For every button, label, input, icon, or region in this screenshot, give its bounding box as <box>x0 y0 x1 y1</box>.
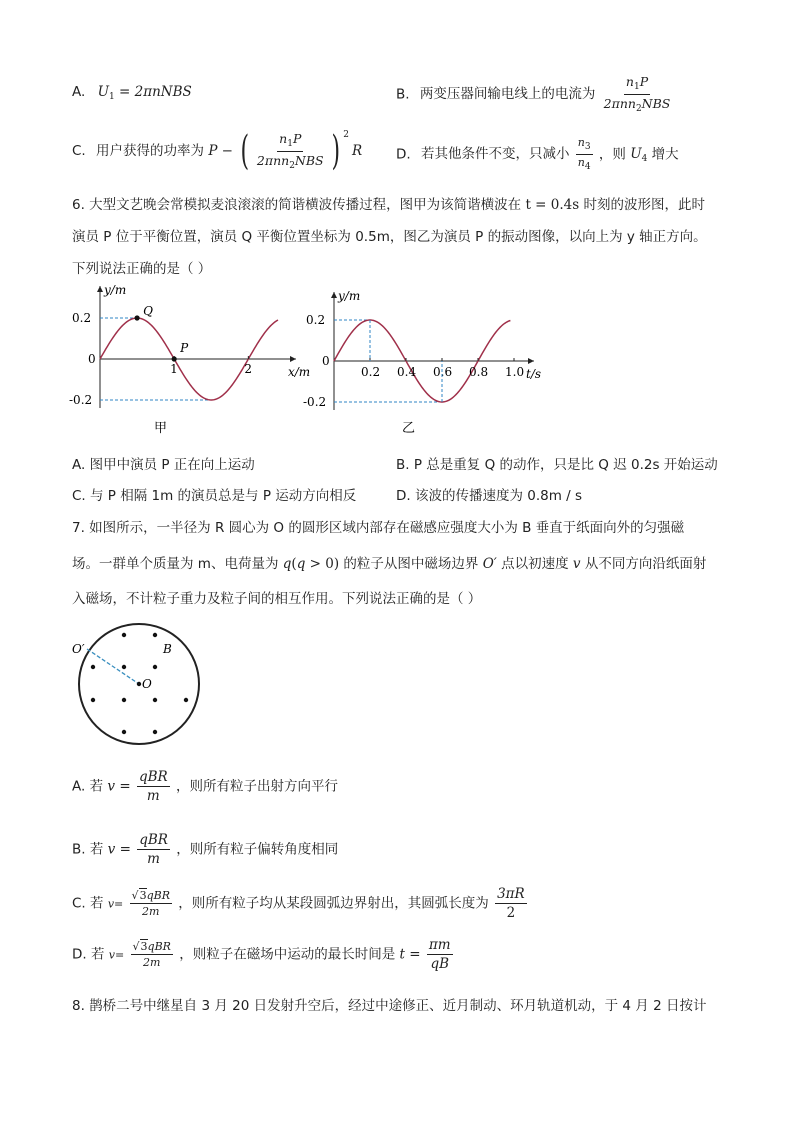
q7-option-a: A. 若 v = $\frac{\text{qBR}}{m}$ ，则所有粒子出射方向平行 <box>72 769 338 805</box>
x-tick-label: 0.2 <box>361 365 381 379</box>
q5-option-c: C. 用户获得的功率为 P − ( $\frac{n_1P}{2\pi nn_2NBS}$ ) $^2$R <box>72 128 363 174</box>
point-q <box>134 315 139 320</box>
x-tick-label: 2 <box>244 362 252 376</box>
caption-jia: 甲 <box>154 421 168 436</box>
q6-option-b: B. P 总是重复 Q 的动作，只是比 Q 迟 0.2s 开始运动 <box>396 457 718 473</box>
y-axis-label: y/m <box>104 283 127 297</box>
vibration-graph-yi <box>303 288 562 438</box>
label-o-prime: O′ <box>72 642 85 656</box>
q6-line1: 6. 大型文艺晚会常模拟麦浪滚滚的简谐横波传播过程，图甲为该简谐横波在 t = 0.4s 时刻的波形图，此时 <box>72 197 705 213</box>
q7-option-d: D. 若 v= $\frac{\text{√3qBR}}{2m}$ ，则粒子在磁场中运动的最长时间是 t = $\frac{\pi m}{qB}$ <box>72 937 451 973</box>
q6-option-d: D. 该波的传播速度为 0.8m / s <box>396 488 583 504</box>
wave-graph-jia <box>69 282 312 437</box>
q6-option-c: C. 与 P 相隔 1m 的演员总是与 P 运动方向相反 <box>72 488 357 504</box>
point-label-q: Q <box>143 304 153 318</box>
x-axis-label: t/s <box>526 367 542 381</box>
point-label-p: P <box>180 341 189 355</box>
q5-option-d: D. 若其他条件不变，只减小 $\frac{n_3}{n_4}$ ，则 $U_4$ 增大 <box>396 136 679 172</box>
q7-line3: 入磁场，不计粒子重力及粒子间的相互作用。下列说法正确的是（ ） <box>72 591 482 607</box>
x-tick-label: 1 <box>170 362 178 376</box>
q7-option-b: B. 若 v = $\frac{\text{qBR}}{m}$ ，则所有粒子偏转角度相同 <box>72 832 339 868</box>
y-axis-label: y/m <box>338 289 361 303</box>
caption-yi: 乙 <box>402 421 416 436</box>
magnetic-field-figure <box>68 622 208 750</box>
label-b: B <box>163 642 172 656</box>
y-tick-label: 0 <box>88 352 96 366</box>
q6-line3: 下列说法正确的是（ ） <box>72 261 212 277</box>
y-tick-label: -0.2 <box>69 393 93 407</box>
q5-option-b: B. 两变压器间输电线上的电流为 $\frac{n_1P}{2\pi nn_2NBS}$ <box>396 74 671 114</box>
x-tick-label: 1.0 <box>505 365 525 379</box>
q7-line2: 场。一群单个质量为 m、电荷量为 q(q > 0) 的粒子从图中磁场边界 O′ 点以初速度 v 从不同方向沿纸面射 <box>72 556 707 572</box>
label-o: O <box>142 677 152 691</box>
x-axis-arrow <box>290 356 296 362</box>
x-tick-label: 0.6 <box>433 365 453 379</box>
y-tick-label: -0.2 <box>303 395 327 409</box>
q7-line1: 7. 如图所示，一半径为 R 圆心为 O 的圆形区域内部存在磁感应强度大小为 B 垂直于纸面向外的匀强磁 <box>72 520 685 536</box>
point-p <box>172 356 177 361</box>
q5-option-a: A. $U_1$ = 2πnNBS <box>72 84 192 102</box>
q6-line2: 演员 P 位于平衡位置，演员 Q 平衡位置坐标为 0.5m，图乙为演员 P 的振动图像，以向上为 y 轴正方向。 <box>72 229 707 245</box>
x-axis-arrow <box>528 358 534 364</box>
y-axis-arrow <box>97 286 103 292</box>
y-tick-label: 0 <box>322 354 330 368</box>
field-dots <box>91 633 188 734</box>
x-axis-label: x/m <box>288 365 311 379</box>
q5-option-b-text: 两变压器间输电线上的电流为 <box>419 86 596 103</box>
y-tick-label: 0.2 <box>72 311 92 325</box>
q7-option-c: C. 若 v= $\frac{\text{√3qBR}}{2m}$ ，则所有粒子均从某段圆弧边界射出，其圆弧长度为 $\frac{3\pi R}{2}$ <box>72 886 525 922</box>
q5-option-c-text: 用户获得的功率为 <box>96 143 205 159</box>
x-tick-label: 0.4 <box>397 365 417 379</box>
q6-option-a: A. 图甲中演员 P 正在向上运动 <box>72 457 255 473</box>
x-tick-label: 0.8 <box>469 365 489 379</box>
y-axis-arrow <box>331 292 337 298</box>
q5-option-d-text1: 若其他条件不变，只减小 <box>420 146 570 163</box>
q8-line1: 8. 鹊桥二号中继星自 3 月 20 日发射升空后，经过中途修正、近月制动、环月轨道机动，于 4 月 2 日按计 <box>72 998 707 1014</box>
y-tick-label: 0.2 <box>306 313 326 327</box>
